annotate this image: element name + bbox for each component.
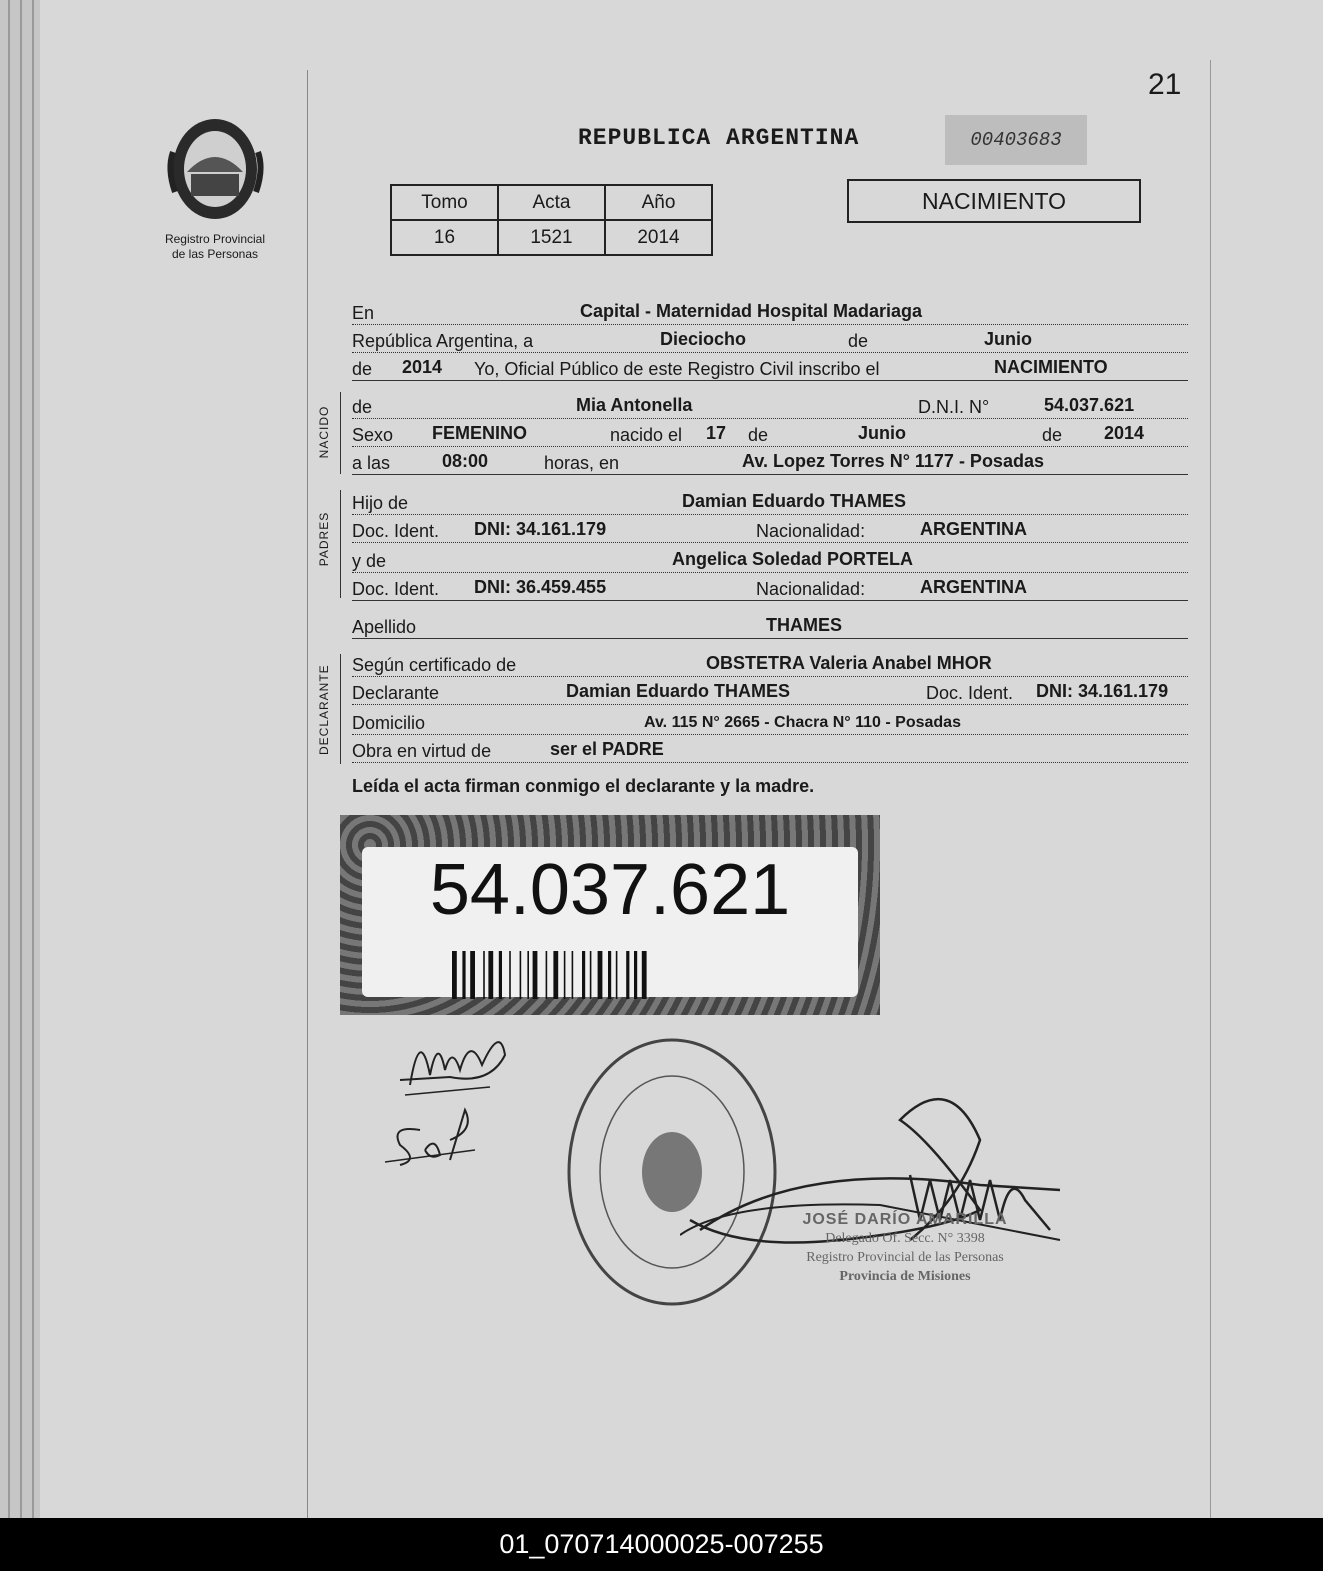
- barcode-bar: [572, 951, 574, 999]
- official-name: JOSÉ DARÍO AMARILLA: [802, 1211, 1008, 1228]
- row-father-doc: [352, 516, 1188, 543]
- label-apellido: Apellido: [352, 617, 417, 637]
- row-year: [352, 354, 1188, 381]
- row-certificado: [352, 650, 1188, 677]
- value-certificado: OBSTETRA Valeria Anabel MHOR: [706, 653, 992, 673]
- section-bar: [340, 392, 341, 474]
- value-child-dni: 54.037.621: [1044, 395, 1135, 415]
- barcode-bar: [452, 951, 457, 999]
- logo-caption-line1: Registro Provincial: [164, 232, 266, 246]
- page-number: 21: [1148, 68, 1182, 101]
- value-declarante-doc: DNI: 34.161.179: [1036, 681, 1169, 701]
- value-sexo: FEMENINO: [432, 423, 528, 443]
- label-hijo-de: Hijo de: [352, 493, 409, 513]
- label-doc-ident: Doc. Ident.: [352, 579, 440, 599]
- value-month: Junio: [984, 329, 1032, 349]
- label-de-birth-year: de: [1042, 425, 1063, 445]
- barcode-bar: [634, 951, 637, 999]
- value-day: Dieciocho: [660, 329, 747, 349]
- value-registro: NACIMIENTO: [994, 357, 1108, 377]
- label-sexo: Sexo: [352, 425, 394, 445]
- barcode-bar: [483, 951, 485, 999]
- declarant-signature: [390, 1015, 520, 1105]
- label-nacionalidad: Nacionalidad:: [756, 579, 866, 599]
- label-en: En: [352, 303, 375, 323]
- value-birth-address: Av. Lopez Torres N° 1177 - Posadas: [742, 451, 1044, 471]
- label-nacido-el: nacido el: [610, 425, 683, 445]
- official-stamp: [770, 1210, 1040, 1286]
- barcode-number: 54.037.621: [429, 850, 791, 930]
- barcode-bar: [546, 951, 548, 999]
- row-domicilio: [352, 708, 1188, 735]
- value-birth-year: 2014: [1104, 423, 1145, 443]
- header-acta: Acta: [498, 185, 605, 220]
- value-father: Damian Eduardo THAMES: [682, 491, 907, 511]
- barcode-bar: [509, 951, 511, 999]
- barcode-bars: [452, 951, 782, 999]
- label-dni: D.N.I. N°: [918, 397, 990, 417]
- label-domicilio: Domicilio: [352, 713, 426, 733]
- barcode-bar: [462, 951, 465, 999]
- registry-table: [390, 184, 713, 256]
- logo-caption-line2: de las Personas: [171, 247, 259, 261]
- label-de-birth: de: [748, 425, 769, 445]
- barcode-bar: [590, 951, 592, 999]
- act-type-box: NACIMIENTO: [847, 179, 1141, 223]
- section-label-nacido: NACIDO: [317, 405, 331, 459]
- value-declarante: Damian Eduardo THAMES: [566, 681, 791, 701]
- barcode-bar: [642, 951, 647, 999]
- binding-edge: [8, 0, 10, 1518]
- label-republica: República Argentina, a: [352, 331, 534, 351]
- label-obra: Obra en virtud de: [352, 741, 492, 761]
- barcode-bar: [499, 951, 502, 999]
- section-label-declarante: DECLARANTE: [317, 664, 331, 755]
- barcode-bar: [626, 951, 629, 999]
- barcode-panel: [362, 847, 858, 997]
- binding-edge: [32, 0, 34, 1518]
- barcode-bar: [553, 951, 558, 999]
- barcode-bar: [564, 951, 566, 999]
- value-child-name: Mia Antonella: [576, 395, 693, 415]
- label-de-year: de: [352, 359, 373, 379]
- value-birth-day: 17: [706, 423, 727, 443]
- row-obra: [352, 736, 1188, 763]
- label-de-name: de: [352, 397, 373, 417]
- barcode-bar: [527, 951, 529, 999]
- value-domicilio: Av. 115 N° 2665 - Chacra N° 110 - Posadas: [644, 714, 961, 731]
- header-tomo: Tomo: [391, 185, 498, 220]
- value-place: Capital - Maternidad Hospital Madariaga: [580, 301, 923, 321]
- barcode-bar: [598, 951, 603, 999]
- mother-signature: [380, 1100, 490, 1175]
- barcode-sticker: [340, 815, 880, 1015]
- barcode-bar: [616, 951, 618, 999]
- section-label-padres: PADRES: [317, 511, 331, 567]
- barcode-bar: [582, 951, 585, 999]
- serial-number: 00403683: [945, 115, 1087, 165]
- row-declarante: [352, 678, 1188, 705]
- barcode-bar: [470, 951, 475, 999]
- row-father: [352, 488, 1188, 515]
- value-father-nationality: ARGENTINA: [920, 519, 1027, 539]
- label-horas: horas, en: [544, 453, 620, 473]
- value-mother: Angelica Soledad PORTELA: [672, 549, 914, 569]
- right-margin-line: [1210, 60, 1211, 1518]
- label-yo: Yo, Oficial Público de este Registro Civil inscribo el: [474, 359, 880, 379]
- barcode-bar: [520, 951, 522, 999]
- official-title: Delegado Of. Secc. N° 3398: [825, 1231, 985, 1246]
- misiones-coat-of-arms-logo: [163, 112, 268, 227]
- barcode-bar: [488, 951, 493, 999]
- row-date: [352, 326, 1188, 353]
- value-year: 2014: [402, 357, 443, 377]
- row-name: [352, 392, 1188, 419]
- label-doc-ident: Doc. Ident.: [926, 683, 1014, 703]
- scan-footer-id: 01_070714000025-007255: [0, 1518, 1323, 1571]
- value-mother-doc: DNI: 36.459.455: [474, 577, 607, 597]
- label-doc-ident: Doc. Ident.: [352, 521, 440, 541]
- country-heading: REPUBLICA ARGENTINA: [578, 125, 860, 151]
- value-apellido: THAMES: [766, 615, 842, 635]
- row-time-place: [352, 448, 1188, 475]
- barcode-bar: [608, 951, 611, 999]
- value-acta: 1521: [498, 220, 605, 255]
- section-bar: [340, 490, 341, 598]
- section-bar: [340, 654, 341, 764]
- value-anio: 2014: [605, 220, 712, 255]
- label-nacionalidad: Nacionalidad:: [756, 521, 866, 541]
- margin-line: [307, 70, 308, 1518]
- value-time: 08:00: [442, 451, 489, 471]
- official-registry: Registro Provincial de las Personas: [806, 1250, 1004, 1265]
- official-province: Provincia de Misiones: [839, 1269, 971, 1284]
- row-sex-birth: [352, 420, 1188, 447]
- row-mother: [352, 546, 1188, 573]
- label-a-las: a las: [352, 453, 391, 473]
- label-declarante: Declarante: [352, 683, 440, 703]
- label-y-de: y de: [352, 551, 387, 571]
- value-tomo: 16: [391, 220, 498, 255]
- closing-statement: Leída el acta firman conmigo el declarante y la madre.: [352, 776, 815, 796]
- value-obra: ser el PADRE: [550, 739, 664, 759]
- row-apellido: [352, 612, 1188, 639]
- header-anio: Año: [605, 185, 712, 220]
- value-birth-month: Junio: [858, 423, 906, 443]
- value-father-doc: DNI: 34.161.179: [474, 519, 607, 539]
- row-mother-doc: [352, 574, 1188, 601]
- binding-edge: [20, 0, 22, 1518]
- logo-caption: [140, 232, 290, 262]
- row-place: [352, 298, 1188, 325]
- barcode-bar: [533, 951, 538, 999]
- label-segun-certificado: Según certificado de: [352, 655, 517, 675]
- value-mother-nationality: ARGENTINA: [920, 577, 1027, 597]
- label-de: de: [848, 331, 869, 351]
